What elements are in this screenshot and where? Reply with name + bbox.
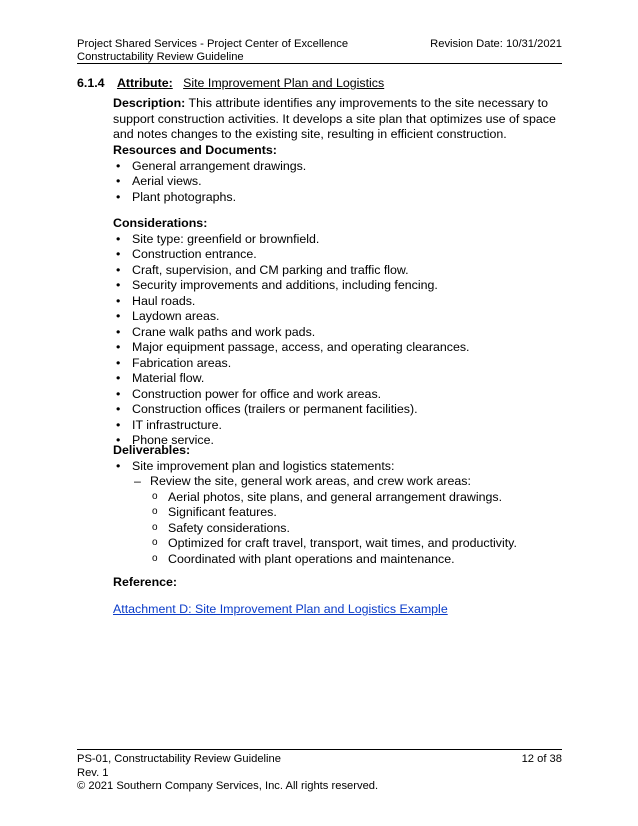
list-item: • Site type: greenfield or brownfield. xyxy=(113,232,563,248)
considerations-section xyxy=(113,216,563,449)
list-item: • Craft, supervision, and CM parking and traffic flow. xyxy=(113,263,563,279)
reference-section xyxy=(113,575,563,591)
list-item: • Laydown areas. xyxy=(113,309,563,325)
section-number: 6.1.4 xyxy=(77,76,105,90)
footer-copyright: © 2021 Southern Company Services, Inc. All rights reserved. xyxy=(77,780,379,792)
footer-revision: Rev. 1 xyxy=(77,766,109,779)
deliverables-title: Deliverables: xyxy=(113,443,191,457)
deliverable-item: Site improvement plan and logistics statements: xyxy=(132,458,395,473)
description-text: This attribute identifies any improvements to the site necessary to support construction activities. It develops a site plan that optimizes use of space and notes changes to the existing site, resulting in efficient construction. xyxy=(113,96,556,141)
footer-page-number: 12 of 38 xyxy=(521,753,562,765)
description-label: Description: xyxy=(113,96,186,110)
list-item: o Coordinated with plant operations and maintenance. xyxy=(150,552,563,568)
header-subtitle: Constructability Review Guideline xyxy=(77,51,244,63)
considerations-title: Considerations: xyxy=(113,216,208,230)
list-item: o Optimized for craft travel, transport, wait times, and productivity. xyxy=(150,536,563,552)
deliverables-subsublist xyxy=(150,490,563,568)
resources-list xyxy=(113,159,563,206)
header-divider xyxy=(77,63,562,64)
list-item: • Fabrication areas. xyxy=(113,356,563,372)
reference-title: Reference: xyxy=(113,575,178,589)
reference-link[interactable]: Attachment D: Site Improvement Plan and Logistics Example xyxy=(113,602,448,616)
page-header xyxy=(77,38,562,64)
list-item: • Haul roads. xyxy=(113,294,563,310)
description-paragraph xyxy=(113,96,563,143)
list-item: • IT infrastructure. xyxy=(113,418,563,434)
list-item: • Plant photographs. xyxy=(113,190,563,206)
list-item: • Construction power for office and work areas. xyxy=(113,387,563,403)
list-item: • Aerial views. xyxy=(113,174,563,190)
list-item: • Crane walk paths and work pads. xyxy=(113,325,563,341)
page-footer xyxy=(77,753,562,794)
resources-title: Resources and Documents: xyxy=(113,143,277,157)
list-item: • General arrangement drawings. xyxy=(113,159,563,175)
list-item: • Construction entrance. xyxy=(113,247,563,263)
list-item xyxy=(132,474,563,567)
considerations-list xyxy=(113,232,563,449)
deliverables-section xyxy=(113,443,563,567)
footer-divider xyxy=(77,749,562,750)
list-item: o Aerial photos, site plans, and general arrangement drawings. xyxy=(150,490,563,506)
section-title: Site Improvement Plan and Logistics xyxy=(183,76,385,90)
resources-section xyxy=(113,143,563,205)
footer-doc-id: PS-01, Constructability Review Guideline xyxy=(77,753,281,765)
list-item: • Security improvements and additions, including fencing. xyxy=(113,278,563,294)
deliverables-list xyxy=(113,459,563,568)
list-item: • Construction offices (trailers or permanent facilities). xyxy=(113,402,563,418)
header-doc-title: Project Shared Services - Project Center of Excellence xyxy=(77,38,349,50)
list-item xyxy=(113,459,563,568)
list-item: o Significant features. xyxy=(150,505,563,521)
list-item: • Major equipment passage, access, and operating clearances. xyxy=(113,340,563,356)
deliverable-subitem: Review the site, general work areas, and crew work areas: xyxy=(150,474,471,488)
header-revision-date: Revision Date: 10/31/2021 xyxy=(430,38,562,50)
attribute-label: Attribute: xyxy=(116,76,173,90)
list-item: o Safety considerations. xyxy=(150,521,563,537)
list-item: • Phone service. xyxy=(113,433,563,449)
section-heading xyxy=(77,76,384,90)
list-item: • Material flow. xyxy=(113,371,563,387)
deliverables-sublist xyxy=(132,474,563,567)
